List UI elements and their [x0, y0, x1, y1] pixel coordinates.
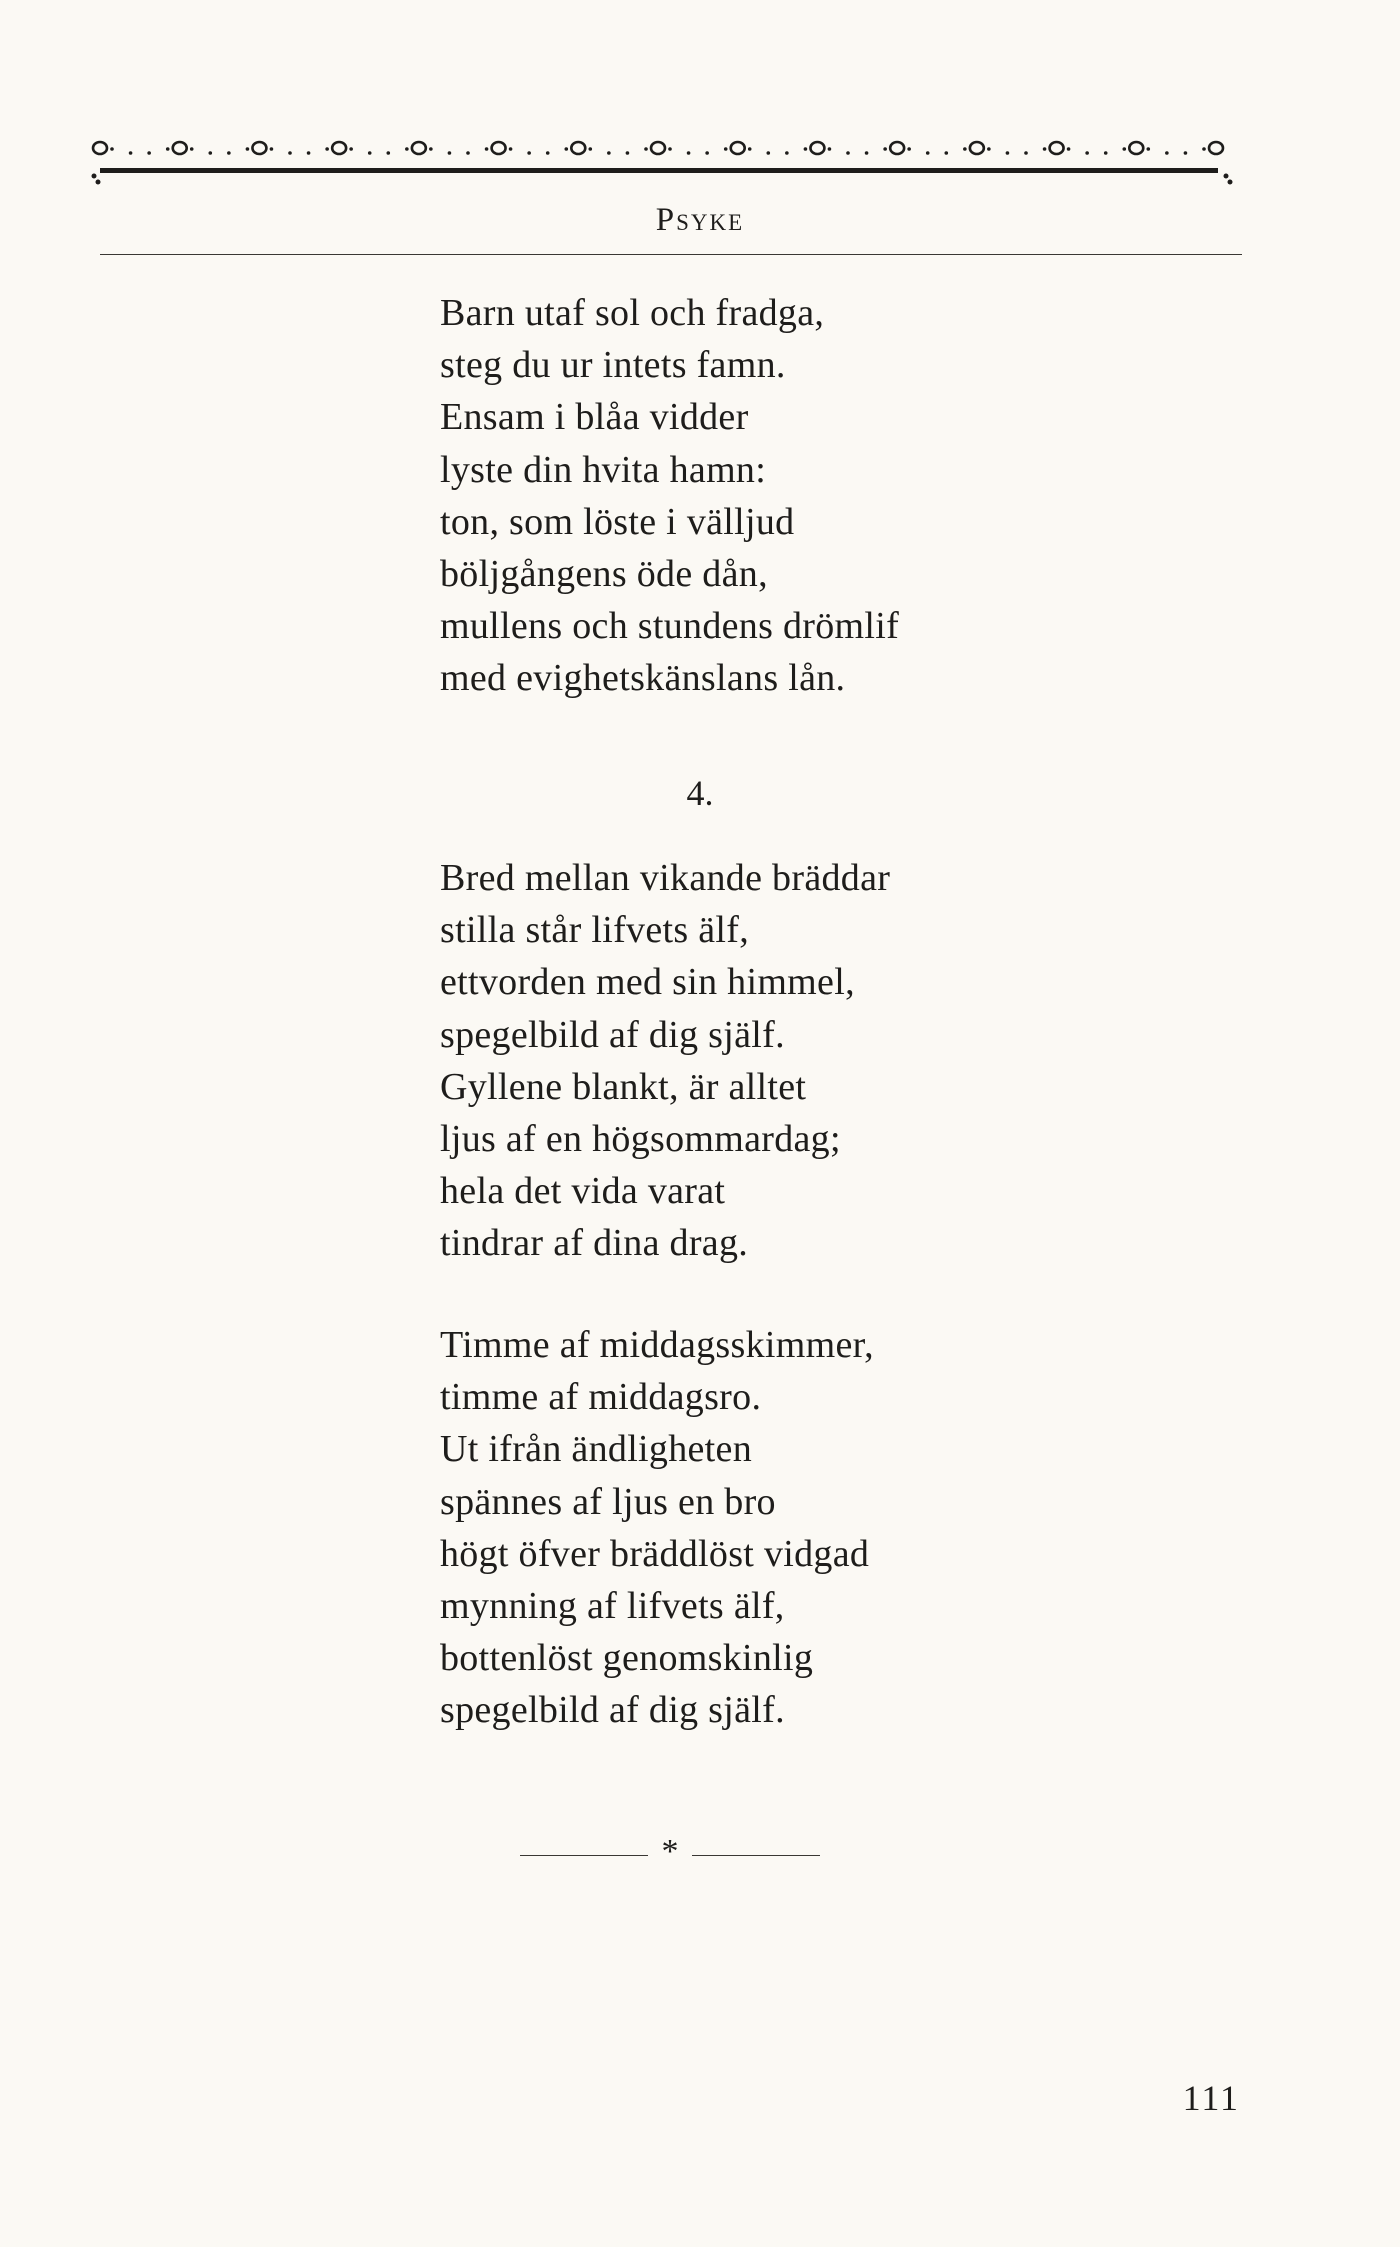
poem-stanza-first	[440, 287, 899, 705]
poem-line: med evighetskänslans lån.	[440, 657, 846, 700]
poem-line: mullens och stundens drömlif	[440, 605, 900, 648]
poem-line: Ensam i blåa vidder	[440, 396, 749, 439]
poem-stanza-second	[440, 852, 890, 1270]
poem-line: Gyllene blankt, är alltet	[440, 1065, 807, 1108]
poem-line: Timme af middagsskimmer,	[440, 1324, 874, 1366]
poem-line: lyste din hvita hamn:	[440, 448, 767, 491]
page-number: 111	[1182, 2078, 1240, 2118]
end-rule-left	[520, 1855, 648, 1856]
poem-line: Barn utaf sol och fradga,	[440, 292, 825, 334]
poem-line: mynning af lifvets älf,	[440, 1585, 785, 1628]
poem-line: ton, som löste i välljud	[440, 500, 795, 543]
poem-line: ljus af en högsommardag;	[440, 1118, 841, 1161]
poem-line: timme af middagsro.	[440, 1376, 762, 1419]
poem-line: spännes af ljus en bro	[440, 1480, 776, 1523]
end-rule-right	[692, 1855, 820, 1856]
ring-and-dot-ornament-icon	[88, 118, 1238, 188]
poem-line: hela det vida varat	[440, 1170, 726, 1213]
section-number: 4.	[686, 773, 714, 813]
poem-line: stilla står lifvets älf,	[440, 909, 750, 952]
poem-line: spegelbild af dig själf.	[440, 1689, 785, 1732]
poem-line: tindrar af dina drag.	[440, 1222, 749, 1265]
poem-line: böljgångens öde dån,	[440, 553, 768, 596]
header-rule	[100, 254, 1242, 255]
poem-stanza-third	[440, 1319, 874, 1737]
end-ornament	[520, 1835, 820, 1875]
poem-line: bottenlöst genomskinlig	[440, 1637, 814, 1680]
poem-line: högt öfver bräddlöst vidgad	[440, 1532, 870, 1575]
poem-line: ettvorden med sin himmel,	[440, 961, 855, 1004]
poem-line: Bred mellan vikande bräddar	[440, 857, 891, 899]
poem-line: spegelbild af dig själf.	[440, 1013, 785, 1056]
poem-line: steg du ur intets famn.	[440, 344, 786, 387]
running-head: Psyke	[655, 202, 745, 238]
poem-line: Ut ifrån ändligheten	[440, 1428, 753, 1471]
asterisk-icon: *	[661, 1833, 679, 1870]
